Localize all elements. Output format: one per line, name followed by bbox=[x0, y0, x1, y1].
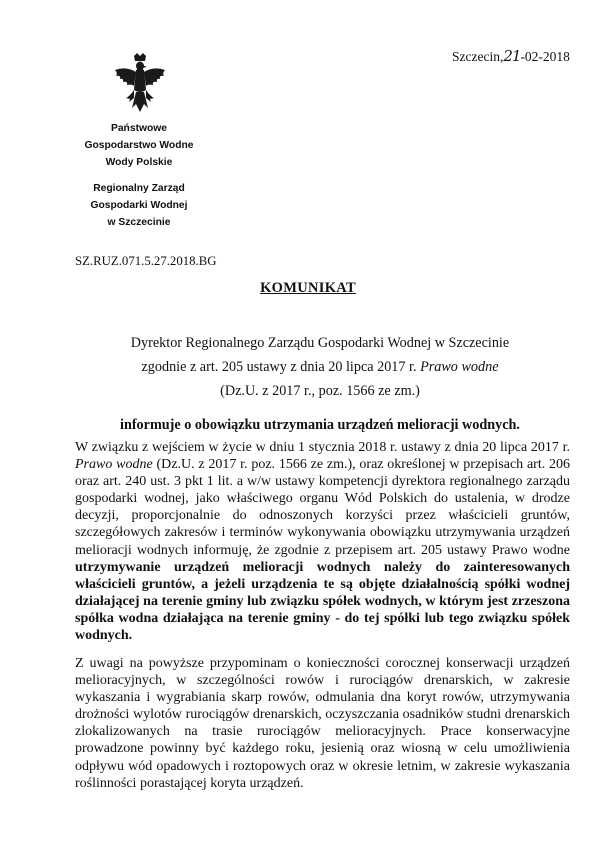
paragraph-bold-text: utrzymywanie urządzeń melioracji wodnych należy do zainteresowanych właścicieli gruntów, a jeżeli urządzenia te są objęte działalnością spółki wodnej działającej na terenie gminy lub związku spółek wodnych, w którym jest zrzeszona spółka wodna działająca na terenie gminy - do tej spółki lub tego związku spółek wodnych. bbox=[75, 559, 570, 644]
intro-line bbox=[60, 356, 580, 379]
org-line: Państwowe bbox=[110, 123, 168, 134]
intro-text: zgodnie z art. 205 ustawy z dnia 20 lipca 2017 r. bbox=[141, 359, 417, 375]
organization-name bbox=[60, 120, 218, 171]
date-prefix: Szczecin, bbox=[452, 49, 504, 64]
org-line: w Szczecinie bbox=[107, 217, 171, 228]
paragraph-text: W związku z wejściem w życie w dniu 1 stycznia 2018 r. ustawy z dnia 20 lipca 2017 r. bbox=[75, 440, 570, 455]
intro-line: Dyrektor Regionalnego Zarządu Gospodarki Wodnej w Szczecinie bbox=[130, 335, 510, 351]
body-paragraph bbox=[75, 439, 570, 644]
law-name: Prawo wodne bbox=[420, 359, 499, 375]
intro-line: (Dz.U. z 2017 r., poz. 1566 ze zm.) bbox=[220, 383, 420, 399]
date-day-handwritten: 21 bbox=[503, 47, 521, 65]
body-paragraph: Z uwagi na powyższe przypominam o konieczności corocznej konserwacji urządzeń melioracyjnych, w szczególności rowów i rurociągów drenarskich, w zakresie wykaszania i wygrabiania skarp rowów, odmulania dna koryt rowów, utrzymywania drożności wylotów rurociągów drenarskich, oczyszczania osadników studni drenarskich zlokalizowanych na trasie rurociągów melioracyjnych. Prace konserwacyjne prowadzone powinny być każdego roku, jesienią oraz wiosną w celu umożliwienia odpływu wód opadowych i roztopowych oraz w okresie letnim, w zakresie wykaszania roślinności porastającej koryta urządzeń. bbox=[75, 656, 570, 791]
org-line: Wody Polskie bbox=[105, 157, 173, 168]
polish-eagle-emblem-icon bbox=[112, 52, 168, 114]
org-line: Gospodarstwo Wodne bbox=[84, 140, 194, 151]
document-title: KOMUNIKAT bbox=[260, 280, 356, 296]
regional-office-name bbox=[60, 180, 218, 231]
paragraph-text: (Dz.U. z 2017 r. poz. 1566 ze zm.), oraz określonej w przepisach art. 206 oraz art. 240 ust. 3 pkt 1 lit. a w/w ustawy kompetencji dyrektora regionalnego zarządu gospodarki wodnej, jako właściwego organu Wód Polskich do ustalenia, w drodze decyzji, proporcjonalnie do odnoszonych korzyści przez właścicieli gruntów, szczegółowych zakresów i terminów wykonywania obowiązku utrzymywania urządzeń melioracji wodnych informuję, że zgodnie z przepisem art. 205 ustawy Prawo wodne bbox=[75, 457, 571, 558]
date-suffix: -02-2018 bbox=[520, 49, 570, 64]
law-name: Prawo wodne bbox=[75, 457, 153, 473]
org-line: Regionalny Zarząd bbox=[93, 183, 185, 194]
org-line: Gospodarki Wodnej bbox=[90, 200, 188, 211]
document-date bbox=[452, 47, 570, 65]
intro-heading: informuje o obowiązku utrzymania urządzeń melioracji wodnych. bbox=[120, 417, 520, 433]
reference-number: SZ.RUZ.071.5.27.2018.BG bbox=[75, 254, 217, 268]
